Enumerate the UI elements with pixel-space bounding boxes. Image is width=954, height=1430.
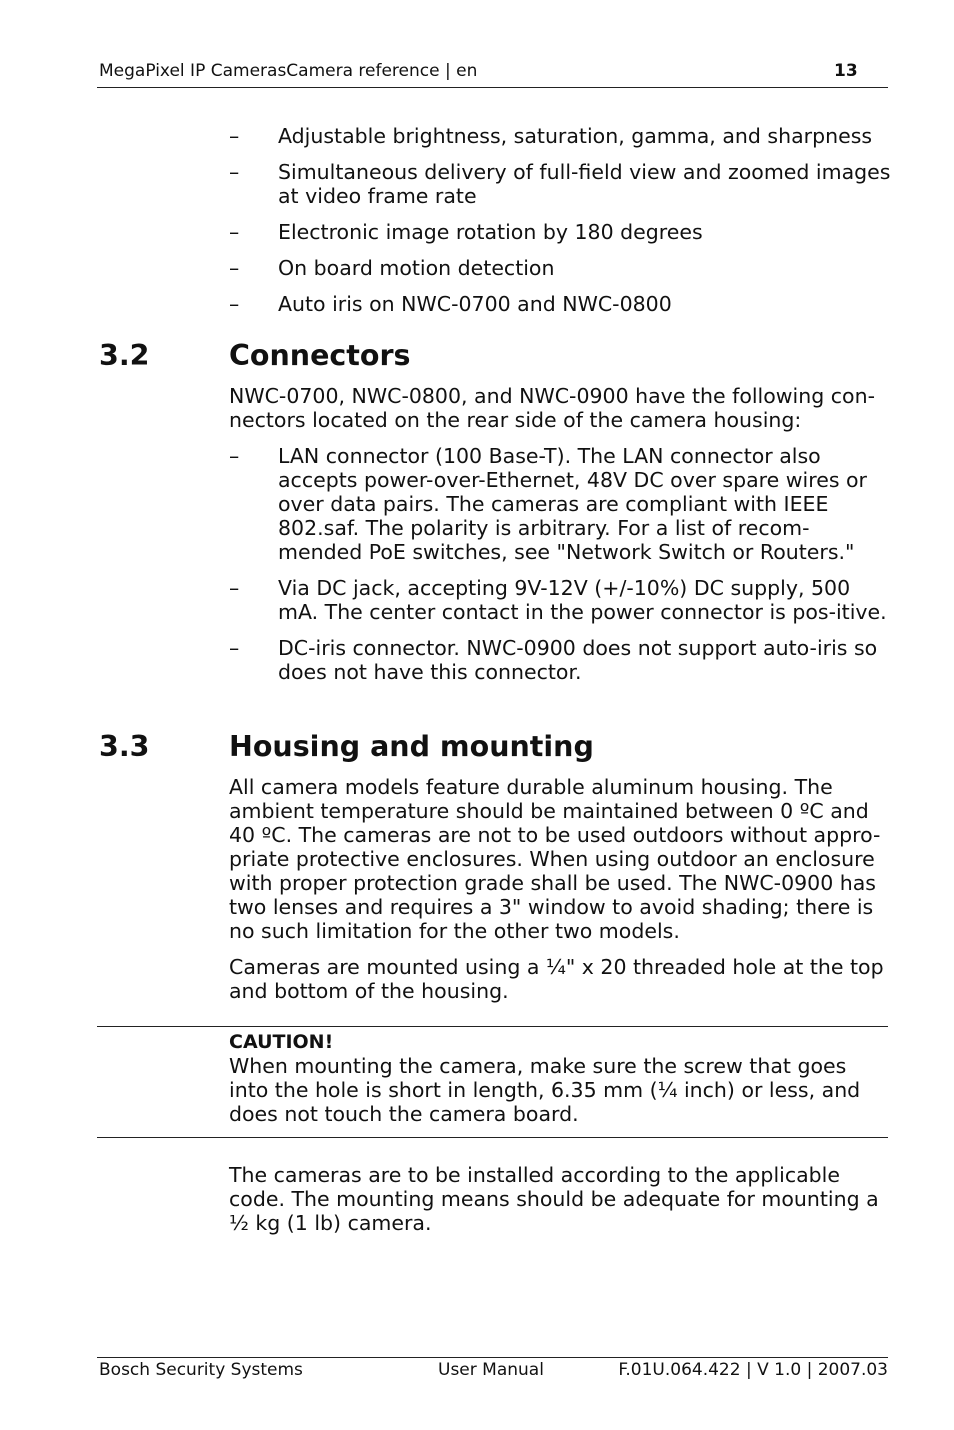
list-item: – Simultaneous delivery of full-field view and zoomed images at video frame rate <box>229 160 891 208</box>
list-item: – Adjustable brightness, saturation, gamma, and sharpness <box>229 124 873 148</box>
section-number: 3.2 <box>99 339 150 372</box>
dash-marker: – <box>229 444 240 468</box>
footer-doc-type: User Manual <box>438 1360 544 1380</box>
feature-list-continued <box>229 124 891 328</box>
mounting-paragraph: Cameras are mounted using a ¼" x 20 threaded hole at the top and bottom of the housing. <box>229 955 884 1003</box>
list-item: – On board motion detection <box>229 256 555 280</box>
section-title: Connectors <box>229 339 411 372</box>
list-item: – LAN connector (100 Base-T). The LAN connector also accepts power-over-Ethernet, 48V DC over spare wires or over data pairs. The cameras are compliant with IEEE 802.saf. The polarity is arbitrary. For a list of recom-mended PoE switches, see "Network Switch or Routers." <box>229 444 867 564</box>
dash-marker: – <box>229 292 240 316</box>
list-item: – Electronic image rotation by 180 degrees <box>229 220 703 244</box>
dash-marker: – <box>229 636 240 660</box>
section-number: 3.3 <box>99 730 150 763</box>
page-footer <box>97 1357 888 1388</box>
header-title: MegaPixel IP CamerasCamera reference | en <box>99 61 478 81</box>
caution-label: CAUTION! <box>229 1031 334 1053</box>
dash-marker: – <box>229 576 240 600</box>
housing-body <box>229 775 891 1015</box>
dash-marker: – <box>229 256 240 280</box>
page-number: 13 <box>834 61 858 81</box>
installation-body <box>229 1163 891 1247</box>
caution-text: When mounting the camera, make sure the screw that goes into the hole is short in length, 6.35 mm (¼ inch) or less, and does not touch the camera board. <box>229 1054 861 1126</box>
page-header <box>97 60 888 88</box>
footer-company: Bosch Security Systems <box>99 1360 303 1380</box>
dash-marker: – <box>229 220 240 244</box>
dash-marker: – <box>229 124 240 148</box>
connectors-body <box>229 384 891 696</box>
installation-paragraph: The cameras are to be installed according to the applicable code. The mounting means should be adequate for mounting a ½ kg (1 lb) camera. <box>229 1163 879 1235</box>
connectors-intro: NWC-0700, NWC-0800, and NWC-0900 have the following con-nectors located on the rear side of the camera housing: <box>229 384 875 432</box>
section-title: Housing and mounting <box>229 730 594 763</box>
list-item: – DC-iris connector. NWC-0900 does not support auto-iris so does not have this connector. <box>229 636 878 684</box>
dash-marker: – <box>229 160 240 184</box>
list-item: – Via DC jack, accepting 9V-12V (+/-10%) DC supply, 500 mA. The center contact in the power connector is pos-itive. <box>229 576 887 624</box>
housing-paragraph: All camera models feature durable aluminum housing. The ambient temperature should be maintained between 0 ºC and 40 ºC. The cameras are not to be used outdoors without appro-priate protective enclosures. When using outdoor an enclosure with proper protection grade shall be used. The NWC-0900 has two lenses and requires a 3" window to avoid shading; there is no such limitation for the other two models. <box>229 775 881 943</box>
caution-notice <box>97 1026 888 1138</box>
list-item: – Auto iris on NWC-0700 and NWC-0800 <box>229 292 672 316</box>
footer-doc-id: F.01U.064.422 | V 1.0 | 2007.03 <box>618 1360 888 1380</box>
